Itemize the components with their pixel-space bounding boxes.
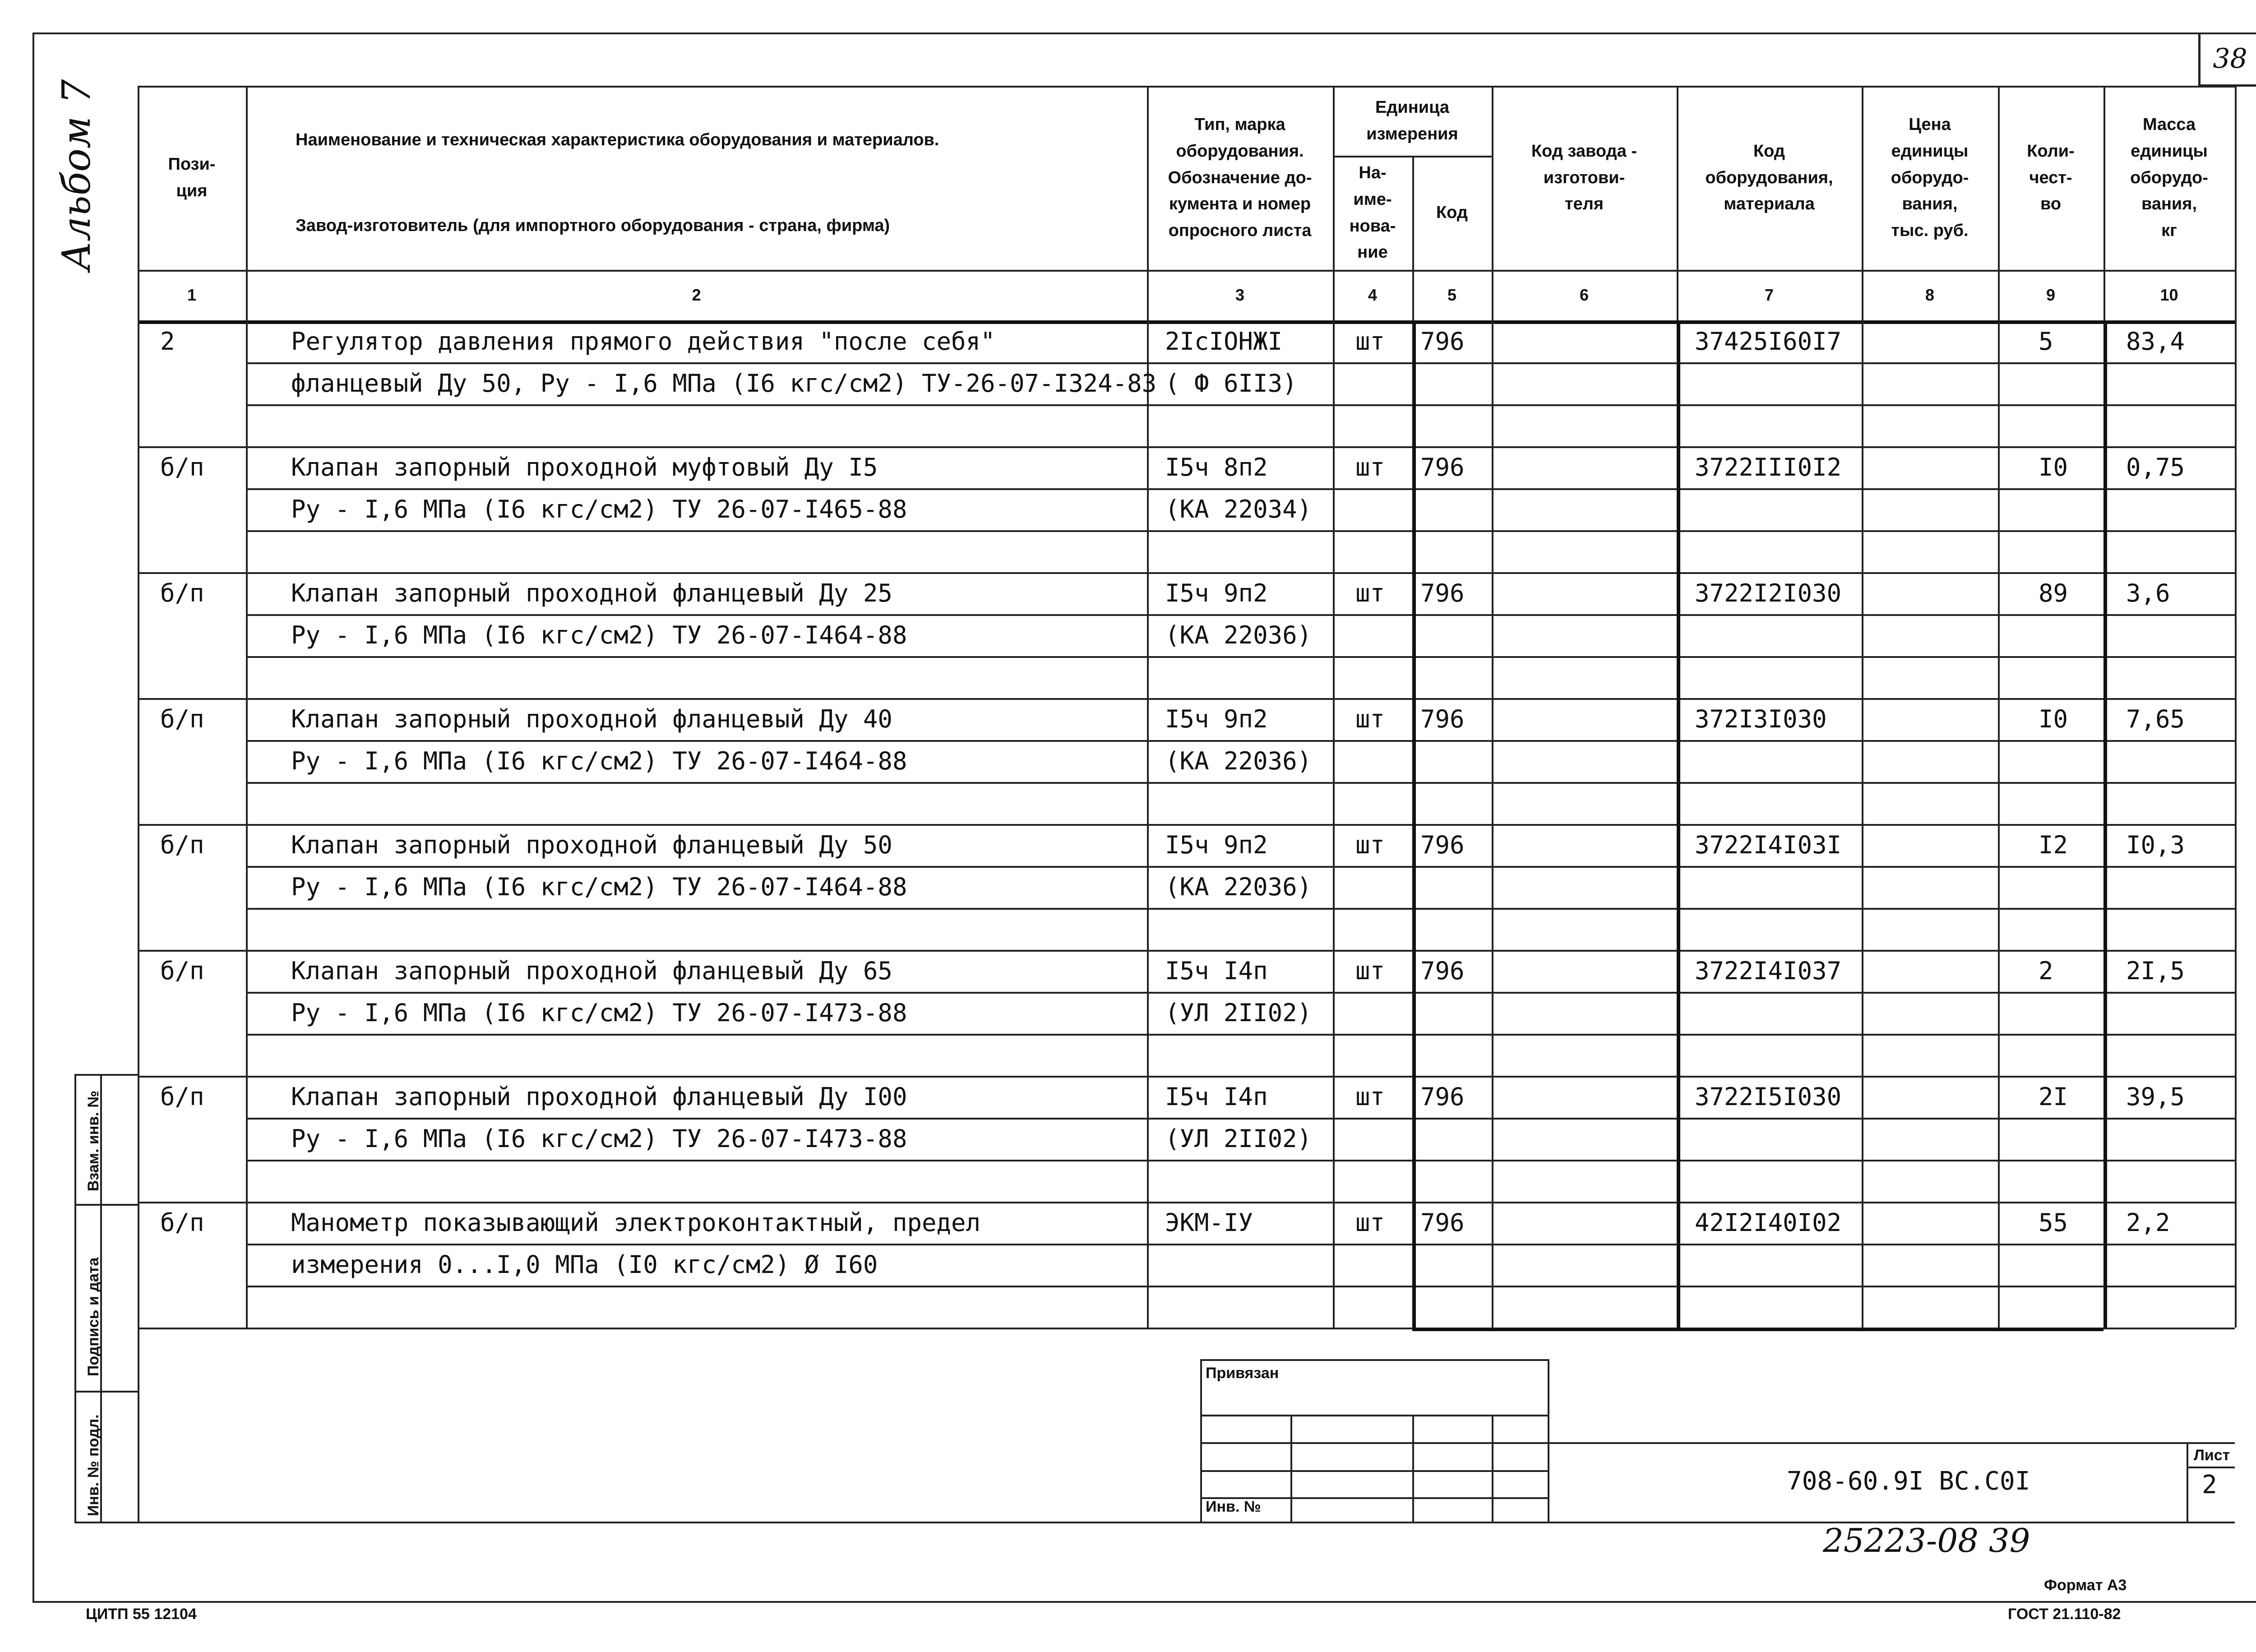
row-unit-code: 796 bbox=[1420, 453, 1465, 481]
row-position: б/п bbox=[160, 453, 204, 481]
row-quantity: I0 bbox=[2039, 705, 2068, 733]
row-quantity: 5 bbox=[2039, 327, 2053, 356]
row-quantity: 2I bbox=[2039, 1083, 2068, 1111]
row-equipment-code: 3722I4I03I bbox=[1695, 831, 1842, 859]
row-type-line1: I5ч 9п2 bbox=[1165, 579, 1268, 607]
row-name-line2: Ру - I,6 МПа (I6 кгс/см2) ТУ 26-07-I464-88 bbox=[291, 873, 907, 901]
row-type-line2: (КА 22036) bbox=[1165, 621, 1312, 649]
row-type-line1: I5ч I4п bbox=[1165, 1083, 1268, 1111]
row-type-line2: (КА 22036) bbox=[1165, 873, 1312, 901]
sheet-box-line bbox=[2187, 1467, 2235, 1468]
format-label: Формат А3 bbox=[2044, 1577, 2127, 1594]
row-line bbox=[246, 656, 2235, 658]
row-unit: шт bbox=[1355, 957, 1385, 985]
header-unit-group: Единица измерения bbox=[1366, 97, 1458, 143]
titleblock-line bbox=[1200, 1415, 1548, 1416]
row-unit: шт bbox=[1355, 327, 1385, 356]
row-name-line2: фланцевый Ду 50, Ру - I,6 МПа (I6 кгс/см2) ТУ-26-07-I324-83 bbox=[291, 369, 1157, 398]
row-type-line2: (УЛ 2II02) bbox=[1165, 999, 1312, 1027]
row-type-line2: (КА 22036) bbox=[1165, 747, 1312, 775]
row-line bbox=[246, 1034, 2235, 1036]
row-position: б/п bbox=[160, 1083, 204, 1111]
row-quantity: I0 bbox=[2039, 453, 2068, 481]
column-number: 5 bbox=[1447, 286, 1457, 304]
row-unit-code: 796 bbox=[1420, 831, 1465, 859]
row-equipment-code: 3722I5I030 bbox=[1695, 1083, 1842, 1111]
row-equipment-code: 3722I4I037 bbox=[1695, 957, 1842, 985]
row-equipment-code: 3722I2I030 bbox=[1695, 579, 1842, 607]
row-quantity: I2 bbox=[2039, 831, 2068, 859]
thick-bottom-line bbox=[1412, 1328, 2103, 1331]
row-name-line2: Ру - I,6 МПа (I6 кгс/см2) ТУ 26-07-I464-88 bbox=[291, 621, 907, 649]
handwritten-code: 25223-08 39 bbox=[1823, 1522, 2030, 1559]
header-mass: Масса единицы оборудо- вания, кг bbox=[2130, 115, 2208, 241]
row-unit: шт bbox=[1355, 579, 1385, 607]
stamp-replaced-inv: Взам. инв. № bbox=[85, 1090, 102, 1191]
column-number: 9 bbox=[2046, 286, 2056, 304]
row-position: б/п bbox=[160, 1208, 204, 1237]
handwritten-sheet-number: 38 bbox=[2198, 32, 2256, 87]
row-unit-code: 796 bbox=[1420, 1083, 1465, 1111]
row-position: б/п bbox=[160, 957, 204, 985]
row-mass: 39,5 bbox=[2126, 1083, 2185, 1111]
titleblock-line bbox=[1200, 1470, 1548, 1472]
row-unit: шт bbox=[1355, 831, 1385, 859]
titleblock-line bbox=[1200, 1442, 1548, 1444]
titleblock-line bbox=[1290, 1415, 1292, 1522]
stamp-line bbox=[74, 1074, 138, 1076]
column-number: 10 bbox=[2160, 286, 2178, 304]
row-name-line1: Клапан запорный проходной фланцевый Ду 65 bbox=[291, 957, 892, 985]
inv-label: Инв. № bbox=[1206, 1498, 1261, 1515]
row-line bbox=[246, 1286, 2235, 1287]
row-unit: шт bbox=[1355, 453, 1385, 481]
stamp-signature-date: Подпись и дата bbox=[85, 1257, 102, 1376]
row-unit: шт bbox=[1355, 1208, 1385, 1237]
left-border-line bbox=[138, 1328, 139, 1522]
header-plant-code: Код завода - изготови- теля bbox=[1531, 141, 1637, 214]
row-equipment-code: 3722III0I2 bbox=[1695, 453, 1842, 481]
stamp-left-line bbox=[74, 1074, 76, 1522]
row-position: б/п bbox=[160, 579, 204, 607]
column-number: 6 bbox=[1579, 286, 1589, 304]
row-type-line2: ( Ф 6II3) bbox=[1165, 369, 1297, 398]
titleblock-line bbox=[1412, 1415, 1414, 1522]
row-mass: 7,65 bbox=[2126, 705, 2185, 733]
header-type: Тип, марка оборудования. Обозначение до- кумента и номер опросного листа bbox=[1168, 115, 1312, 241]
row-mass: 83,4 bbox=[2126, 327, 2185, 356]
row-name-line1: Клапан запорный проходной муфтовый Ду I5 bbox=[291, 453, 878, 481]
row-mass: 0,75 bbox=[2126, 453, 2185, 481]
row-quantity: 89 bbox=[2039, 579, 2068, 607]
row-unit-code: 796 bbox=[1420, 327, 1465, 356]
titleblock-line bbox=[1548, 1442, 2235, 1444]
row-position: б/п bbox=[160, 705, 204, 733]
stamp-line bbox=[74, 1391, 138, 1393]
row-type-line1: I5ч 8п2 bbox=[1165, 453, 1268, 481]
row-position: б/п bbox=[160, 831, 204, 859]
gost-label: ГОСТ 21.110-82 bbox=[2008, 1606, 2121, 1623]
row-name-line1: Манометр показывающий электроконтактный, предел bbox=[291, 1208, 981, 1237]
row-name-line2: Ру - I,6 МПа (I6 кгс/см2) ТУ 26-07-I464-88 bbox=[291, 747, 907, 775]
column-number: 1 bbox=[187, 286, 197, 304]
row-type-line1: I5ч 9п2 bbox=[1165, 831, 1268, 859]
row-unit-code: 796 bbox=[1420, 705, 1465, 733]
row-mass: 3,6 bbox=[2126, 579, 2170, 607]
album-note: Альбом 7 bbox=[54, 79, 99, 271]
row-name-line2: Ру - I,6 МПа (I6 кгс/см2) ТУ 26-07-I473-88 bbox=[291, 999, 907, 1027]
header-price: Цена единицы оборудо- вания, тыс. руб. bbox=[1891, 115, 1969, 241]
header-name-line1: Наименование и техническая характеристика оборудования и материалов. bbox=[296, 130, 939, 149]
row-equipment-code: 37425I60I7 bbox=[1695, 327, 1842, 356]
row-name-line1: Регулятор давления прямого действия "после себя" bbox=[291, 327, 995, 356]
row-line bbox=[246, 404, 2235, 406]
header-position: Пози- ция bbox=[168, 155, 216, 200]
row-name-line2: Ру - I,6 МПа (I6 кгс/см2) ТУ 26-07-I473-88 bbox=[291, 1124, 907, 1153]
row-unit-code: 796 bbox=[1420, 1208, 1465, 1237]
column-number: 2 bbox=[692, 286, 701, 304]
stamp-line bbox=[74, 1204, 138, 1206]
bound-label: Привязан bbox=[1206, 1365, 1279, 1382]
row-line bbox=[246, 908, 2235, 910]
titleblock-line bbox=[1492, 1415, 1493, 1522]
header-name-line2: Завод-изготовитель (для импортного оборудования - страна, фирма) bbox=[296, 216, 890, 235]
row-equipment-code: 42I2I40I02 bbox=[1695, 1208, 1842, 1237]
row-unit: шт bbox=[1355, 705, 1385, 733]
column-number: 8 bbox=[1925, 286, 1935, 304]
row-line bbox=[246, 530, 2235, 532]
header-quantity: Коли- чест- во bbox=[2027, 141, 2075, 214]
row-equipment-code: 372I3I030 bbox=[1695, 705, 1827, 733]
row-type-line1: I5ч I4п bbox=[1165, 957, 1268, 985]
row-type-line1: ЭКМ-IУ bbox=[1165, 1208, 1253, 1237]
titleblock-line bbox=[1548, 1359, 1549, 1522]
row-name-line1: Клапан запорный проходной фланцевый Ду 25 bbox=[291, 579, 892, 607]
titleblock-line bbox=[1200, 1359, 1548, 1361]
row-quantity: 2 bbox=[2039, 957, 2053, 985]
row-name-line2: Ру - I,6 МПа (I6 кгс/см2) ТУ 26-07-I465-88 bbox=[291, 495, 907, 523]
row-line bbox=[246, 782, 2235, 784]
titleblock-line bbox=[1200, 1359, 1202, 1522]
header-unit-name: На- име- нова- ние bbox=[1349, 163, 1396, 262]
row-quantity: 55 bbox=[2039, 1208, 2068, 1237]
row-type-line2: (КА 22034) bbox=[1165, 495, 1312, 523]
row-position: 2 bbox=[160, 327, 175, 356]
column-number: 3 bbox=[1235, 286, 1245, 304]
row-name-line1: Клапан запорный проходной фланцевый Ду I00 bbox=[291, 1083, 907, 1111]
row-unit: шт bbox=[1355, 1083, 1385, 1111]
row-line bbox=[246, 1160, 2235, 1161]
row-name-line1: Клапан запорный проходной фланцевый Ду 40 bbox=[291, 705, 892, 733]
row-mass: 2,2 bbox=[2126, 1208, 2170, 1237]
column-line bbox=[2235, 86, 2237, 1328]
sheet-label: Лист bbox=[2194, 1447, 2230, 1464]
row-mass: I0,3 bbox=[2126, 831, 2185, 859]
row-name-line2: измерения 0...I,0 МПа (I0 кгс/см2) Ø I60 bbox=[291, 1250, 878, 1279]
row-unit-code: 796 bbox=[1420, 579, 1465, 607]
row-name-line1: Клапан запорный проходной фланцевый Ду 50 bbox=[291, 831, 892, 859]
sheet-value: 2 bbox=[2202, 1470, 2217, 1499]
header-unit-code: Код bbox=[1436, 203, 1468, 222]
row-type-line2 bbox=[1147, 1244, 1333, 1286]
header-equipment-code: Код оборудования, материала bbox=[1705, 141, 1833, 214]
row-type-line1: I5ч 9п2 bbox=[1165, 705, 1268, 733]
row-unit-code: 796 bbox=[1420, 957, 1465, 985]
stamp-inv-orig: Инв. № подл. bbox=[85, 1414, 102, 1516]
sheet-box-line bbox=[2187, 1442, 2188, 1522]
document-code: 708-60.9I ВС.С0I bbox=[1787, 1467, 2030, 1496]
row-mass: 2I,5 bbox=[2126, 957, 2185, 985]
column-number: 7 bbox=[1764, 286, 1774, 304]
row-type-line1: 2IcIOНЖI bbox=[1165, 327, 1283, 356]
row-type-line2: (УЛ 2II02) bbox=[1165, 1124, 1312, 1153]
column-number: 4 bbox=[1368, 286, 1378, 304]
printer-label: ЦИТП 55 12104 bbox=[86, 1606, 197, 1623]
